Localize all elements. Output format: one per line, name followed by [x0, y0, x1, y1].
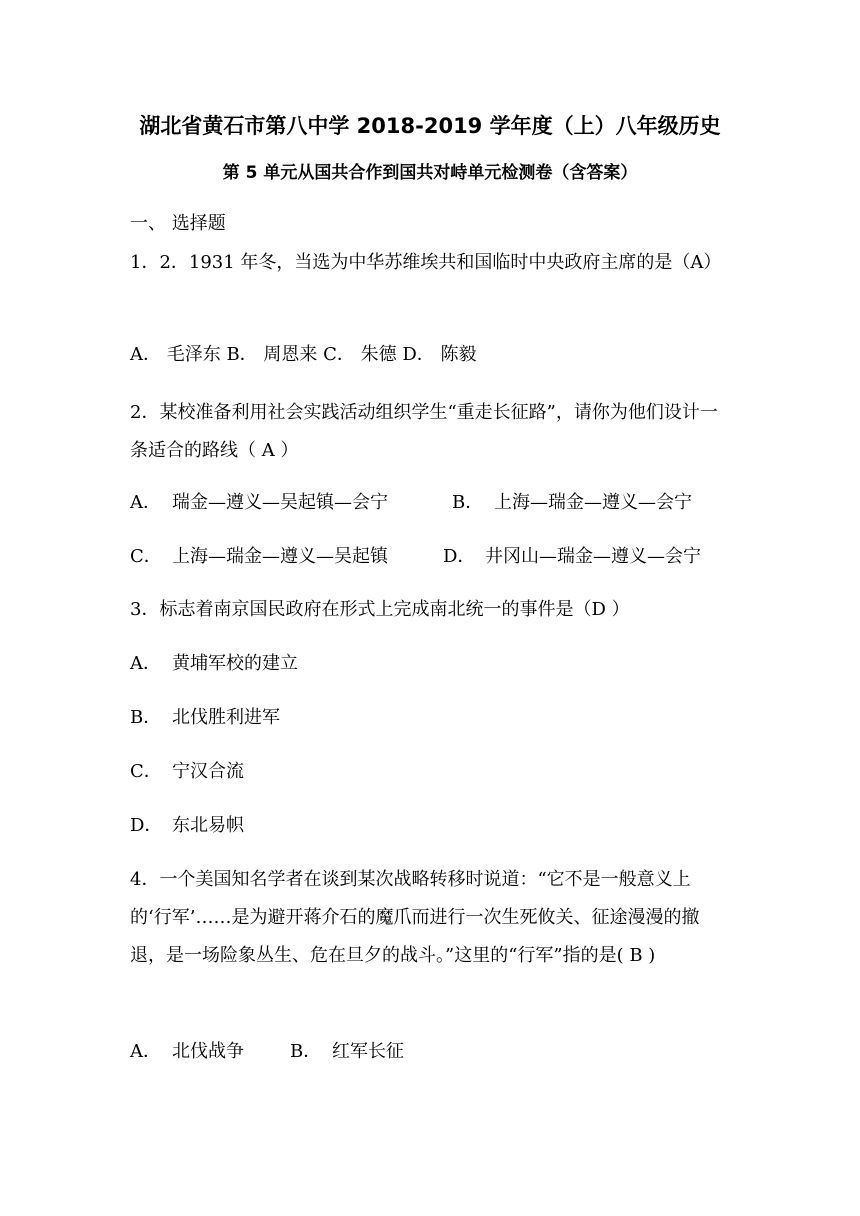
option-letter: D．	[130, 815, 163, 836]
question-2-option-b	[452, 491, 692, 515]
option-letter: B．	[130, 707, 162, 728]
question-4-stem: 4．一个美国知名学者在谈到某次战略转移时说道：“它不是一般意义上的‘行军’……是为避开蒋介石的魔爪而进行一次生死攸关、征途漫漫的撤退，是一场险象丛生、危在旦夕的战斗。”这里的“行军”指的是( B )	[130, 869, 700, 966]
question-2-option-d	[443, 545, 701, 569]
option-text: 上海—瑞金—遵义—会宁	[494, 492, 692, 513]
option-text: 上海—瑞金—遵义—吴起镇	[172, 546, 388, 567]
question-3-option-c	[130, 760, 244, 784]
question-2-option-a	[130, 491, 388, 515]
document-subtitle: 第 5 单元从国共合作到国共对峙单元检测卷（含答案）	[222, 163, 638, 183]
question-4-option-b	[290, 1040, 404, 1064]
option-text: 北伐战争	[172, 1041, 244, 1062]
option-text: 瑞金—遵义—吴起镇—会宁	[172, 492, 388, 513]
option-text: 宁汉合流	[172, 761, 244, 782]
option-text: 北伐胜利进军	[172, 707, 280, 728]
question-1-options: A． 毛泽东 B． 周恩来 C． 朱德 D． 陈毅	[130, 344, 477, 365]
option-text: 井冈山—瑞金—遵义—会宁	[485, 546, 701, 567]
option-text: 东北易帜	[172, 815, 244, 836]
option-letter: A．	[130, 653, 161, 674]
question-3-stem: 3．标志着南京国民政府在形式上完成南北统一的事件是（D ）	[130, 599, 630, 620]
question-3-option-d	[130, 814, 244, 838]
section-heading: 一、 选择题	[130, 213, 226, 234]
question-1-stem: 1．2．1931 年冬，当选为中华苏维埃共和国临时中央政府主席的是（A）	[130, 252, 722, 273]
option-letter: C．	[130, 546, 162, 567]
question-3-option-b	[130, 706, 280, 730]
option-text: 黄埔军校的建立	[172, 653, 298, 674]
option-letter: A．	[130, 492, 161, 513]
question-2-stem: 2．某校准备利用社会实践活动组织学生“重走长征路”，请你为他们设计一条适合的路线（ A ）	[130, 402, 718, 461]
option-text: 红军长征	[332, 1041, 404, 1062]
option-letter: A．	[130, 1041, 161, 1062]
option-letter: B．	[290, 1041, 322, 1062]
option-letter: D．	[443, 546, 476, 567]
document-title: 湖北省黄石市第八中学 2018-2019 学年度（上）八年级历史	[139, 114, 721, 138]
question-2-option-c	[130, 545, 388, 569]
question-4-option-a	[130, 1040, 244, 1064]
option-letter: C．	[130, 761, 162, 782]
option-letter: B．	[452, 492, 484, 513]
question-3-option-a	[130, 652, 298, 676]
